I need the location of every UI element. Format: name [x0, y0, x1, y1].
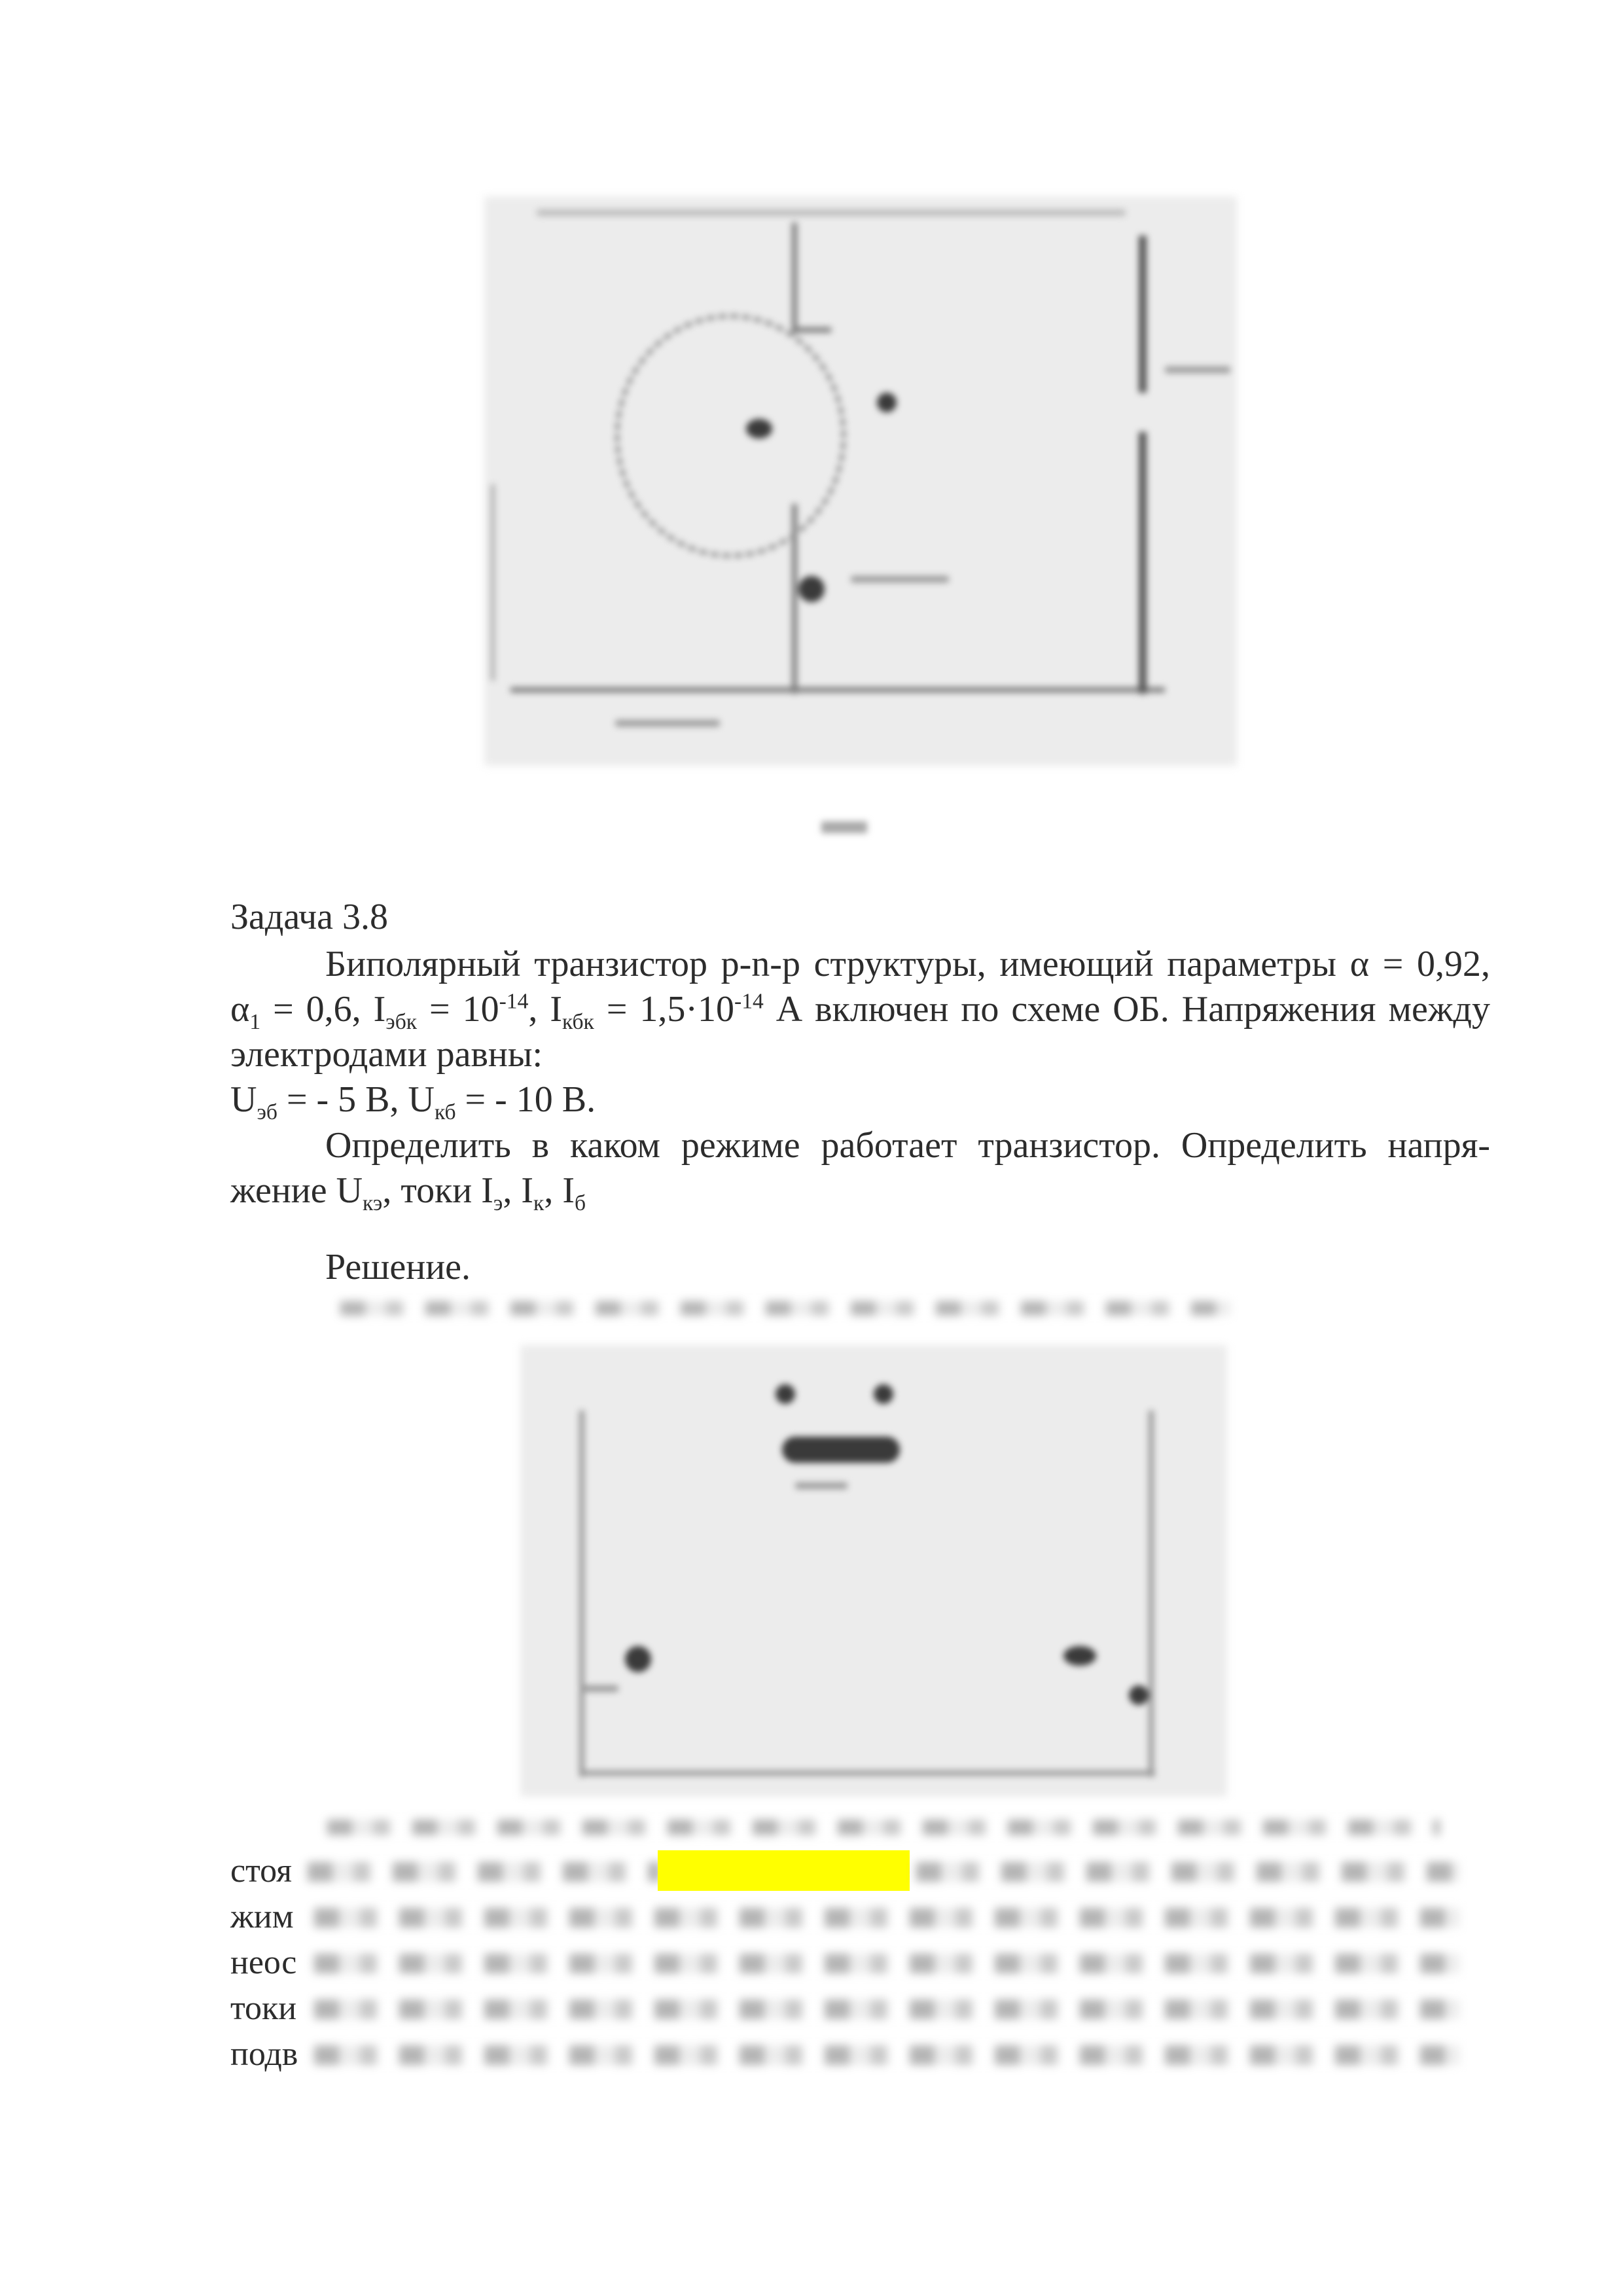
blurred-text-line — [314, 1908, 1459, 1928]
blurred-text-line — [916, 1862, 1459, 1882]
task-voltages: $U_{эб}$ = - 5 В, $U_{кб}$ = - 10 В. — [230, 1079, 596, 1125]
task-paragraph-line: электродами равны: — [230, 1034, 543, 1075]
blurred-text-line — [314, 2000, 1459, 2019]
blurred-text-line — [314, 2045, 1459, 2065]
blurred-text-line — [308, 1862, 661, 1882]
solution-fragment: жим — [230, 1898, 294, 1935]
task-question-line: жение $U_{кэ}$, токи $I_э$, $I_к$, $I_б$ — [230, 1170, 586, 1216]
blurred-text-line — [340, 1301, 1230, 1316]
solution-title: Решение. — [325, 1247, 471, 1287]
highlighted-text — [658, 1850, 910, 1891]
solution-fragment: неос — [230, 1944, 297, 1981]
solution-fragment: подв — [230, 2036, 298, 2073]
task-paragraph-line: Биполярный транзистор p-n-p структуры, имеющий параметры α = 0,92, — [325, 944, 1490, 984]
task-paragraph-line: $\alpha_1 = 0,6$, $I_{эбк} = 10^{-14}$, $I_{кбк} = 1,5\cdot 10^{-14}$ А включен по схеме ОБ. Напряжения между — [230, 989, 1491, 1035]
task-question-line: Определить в каком режиме работает транзистор. Определить напря- — [325, 1125, 1490, 1166]
blurred-text-line — [314, 1954, 1459, 1973]
solution-fragment: стоя — [230, 1852, 293, 1890]
blurred-text-line — [327, 1820, 1440, 1835]
solution-fragment: токи — [230, 1990, 297, 2027]
task-title: Задача 3.8 — [230, 897, 389, 937]
